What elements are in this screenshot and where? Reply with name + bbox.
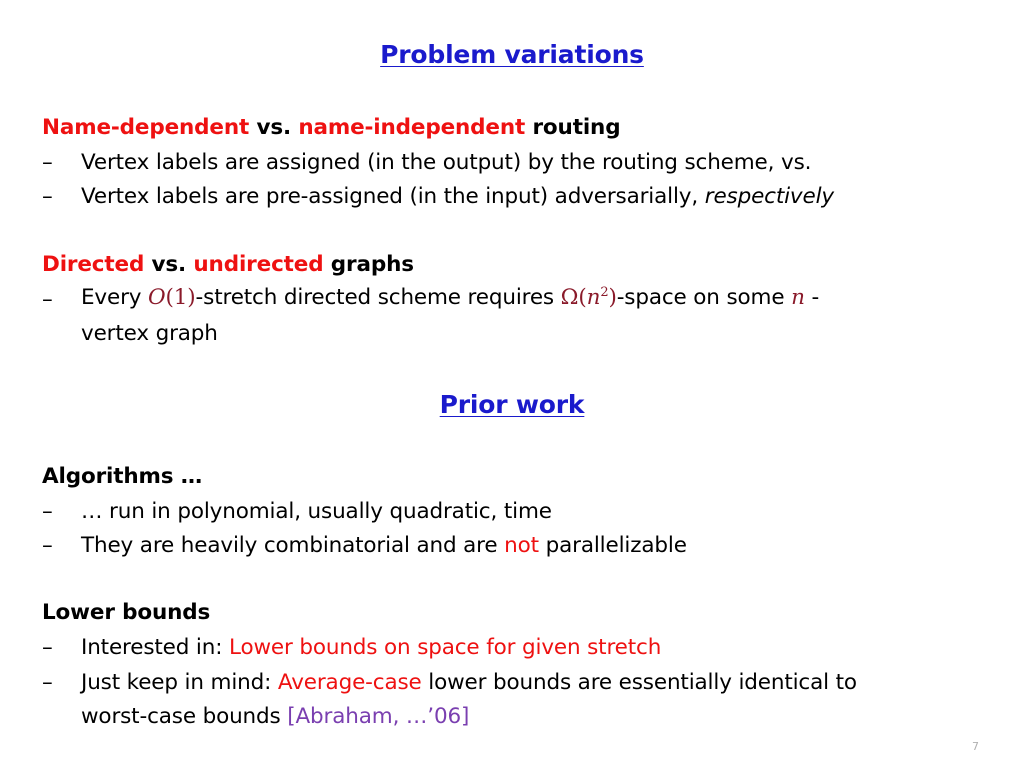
bullet-dash: – [42,670,53,695]
bullet-text-post: lower bounds are essentially identical to [421,670,857,695]
bullet-text-pre: Interested in: [81,635,229,660]
bullet-dash: – [42,499,53,524]
section-heading-lower-bounds: Lower bounds [42,600,211,625]
bullet-text-mid2: -space on some [616,285,792,311]
bullet-dash: – [42,533,53,558]
bullet-text: … run in polynomial, usually quadratic, time [81,499,552,524]
bullet-text-italic: respectively [704,184,834,209]
bullet-text-line2: worst-case bounds [81,704,288,729]
bullet-text-pre: They are heavily combinatorial and are [81,533,505,558]
bullet-text [81,533,687,558]
bullet-text-pre: Every [81,285,149,311]
bullet-text-mid: -stretch directed scheme requires [195,285,561,311]
heading-tail: routing [525,115,621,140]
bullet-text-pre: Just keep in mind: [81,670,278,695]
slide-title: Problem variations [380,40,644,69]
bullet-text [81,635,661,660]
section-title-prior-work: Prior work [439,390,585,419]
math-big-o-arg: (1) [165,285,196,311]
math-omega-var: n [586,285,601,311]
bullet-text: Vertex labels are assigned (in the output) by the routing scheme, vs. [81,150,812,175]
bullet-text-emphasis: Lower bounds on space for given stretch [229,635,662,660]
heading-tail: graphs [323,252,414,277]
bullet-text [81,285,819,310]
bullet-dash: – [42,184,53,209]
math-n: n [791,285,805,311]
section-heading-algorithms: Algorithms … [42,464,203,489]
bullet-dash: – [42,150,53,175]
section-heading-graphs [42,252,414,277]
bullet-text-main: Vertex labels are pre-assigned (in the input) adversarially, [81,184,705,209]
heading-vs: vs. [144,252,194,277]
math-big-o [148,285,196,310]
math-omega-close: ) [608,285,617,311]
heading-term-name-dependent: Name-dependent [42,115,250,140]
heading-term-undirected: undirected [193,252,324,277]
bullet-text [81,670,857,695]
heading-vs: vs. [249,115,299,140]
bullet-text-post: parallelizable [538,533,687,558]
heading-term-name-independent: name-independent [298,115,526,140]
bullet-text-continuation [81,704,469,729]
math-big-o-func: O [148,285,166,311]
bullet-text [81,184,834,209]
bullet-text-emphasis: Average-case [277,670,422,695]
math-omega-open: ( [578,285,587,311]
page-number: 7 [972,740,979,753]
bullet-dash: – [42,287,53,312]
math-big-omega [561,285,617,310]
math-omega-func: Ω [560,285,579,311]
bullet-text-end: - [804,285,820,311]
math-omega-exp: 2 [600,285,609,300]
heading-term-directed: Directed [42,252,145,277]
bullet-dash: – [42,635,53,660]
section-heading-routing [42,115,620,140]
citation: [Abraham, …’06] [287,704,470,729]
bullet-text-emphasis: not [504,533,539,558]
bullet-text-continuation: vertex graph [81,321,218,346]
